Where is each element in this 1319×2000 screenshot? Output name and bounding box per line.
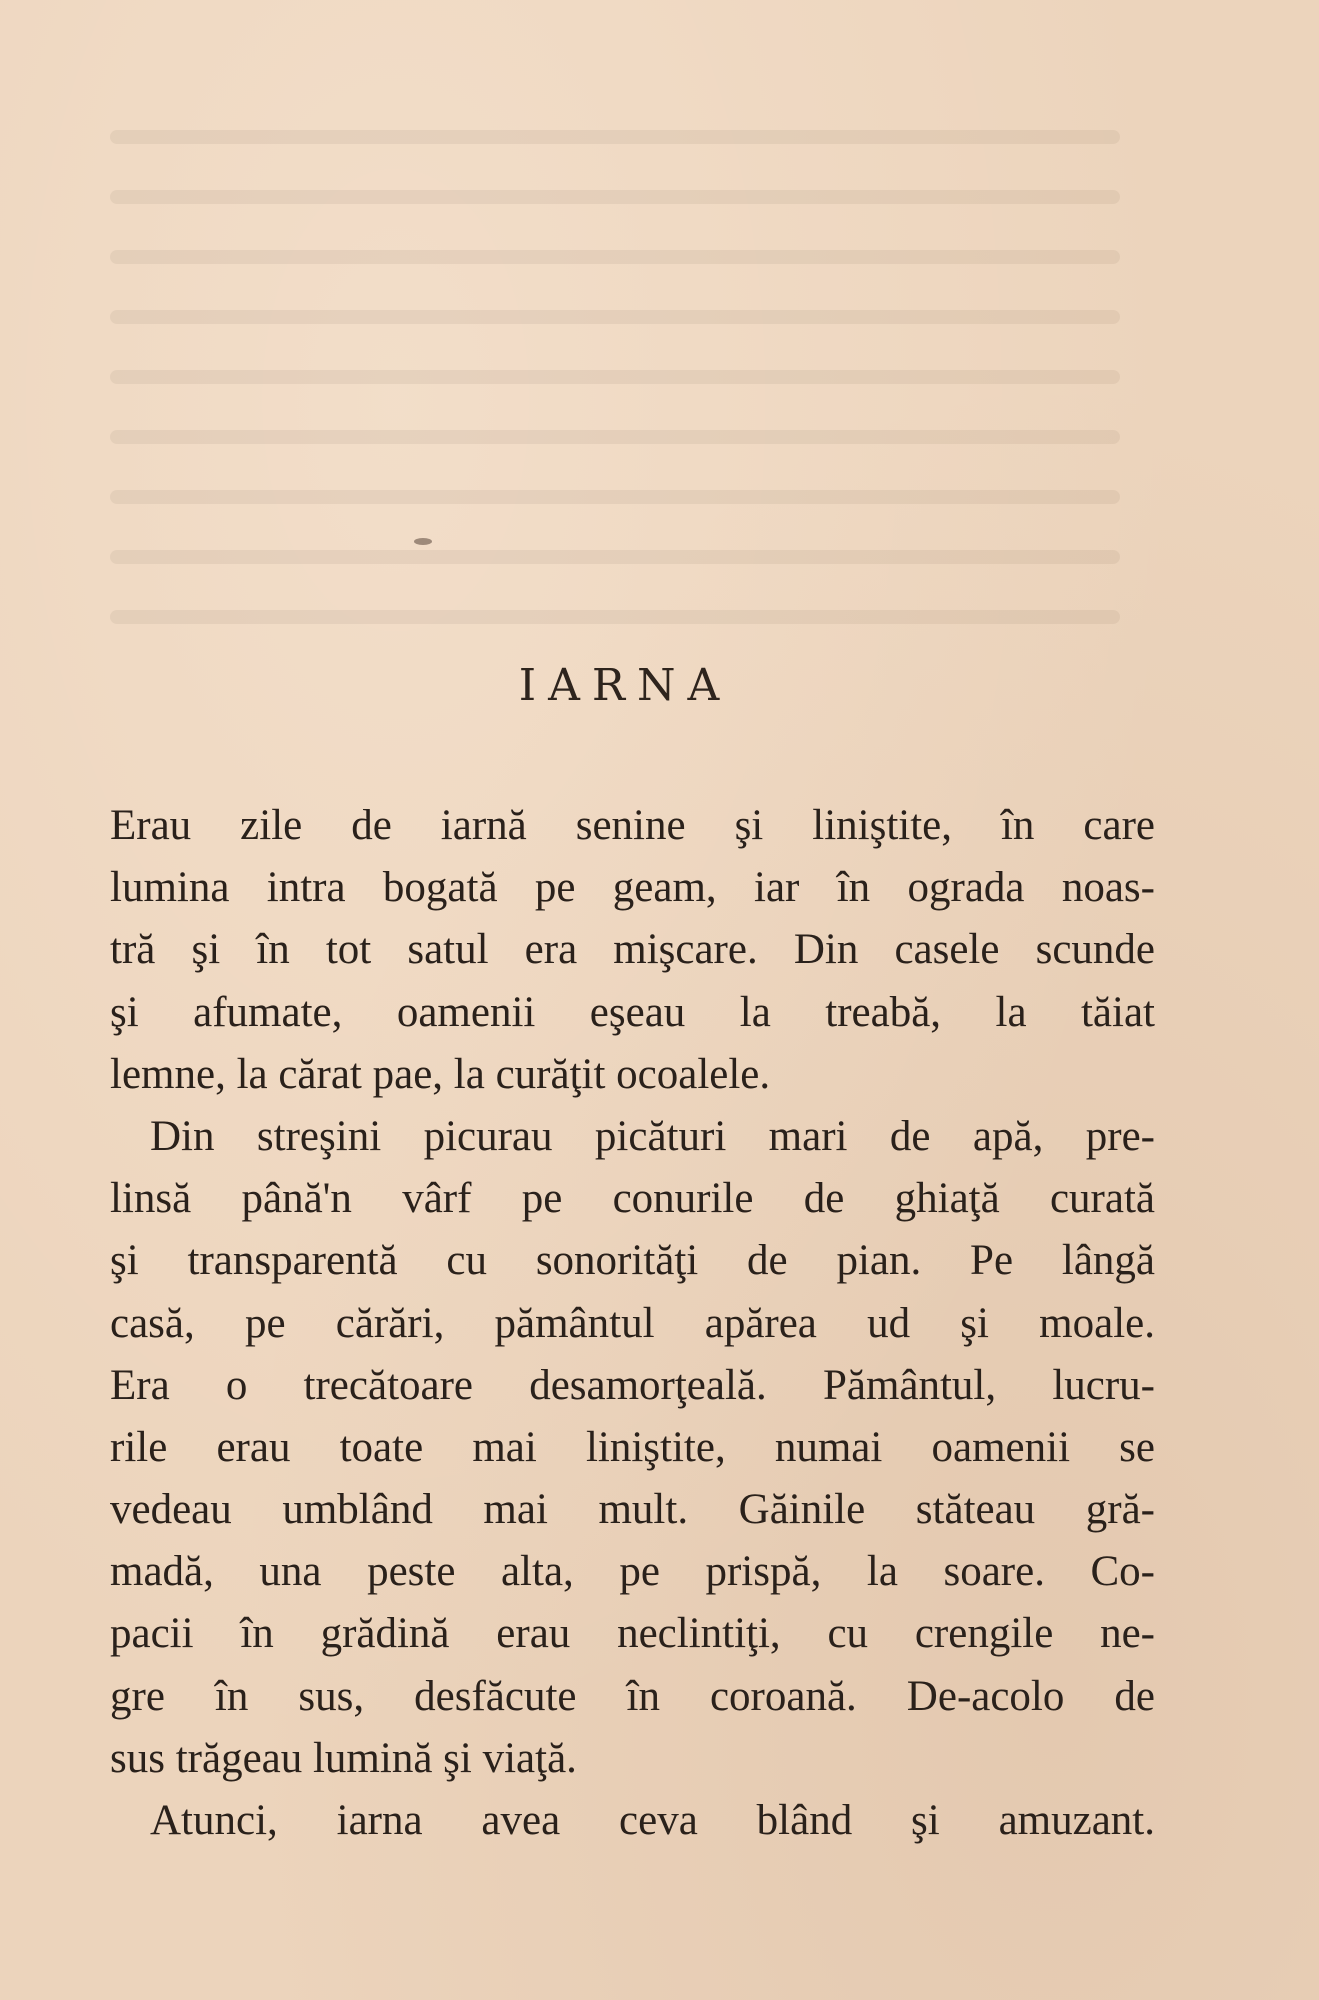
ink-speck — [414, 538, 432, 545]
bleed-through-texture — [110, 130, 1120, 650]
text-line: lumina intra bogată pe geam, iar în ograda noas- — [110, 864, 1155, 912]
text-line: vedeau umblând mai mult. Găinile stăteau gră- — [110, 1486, 1155, 1534]
text-line: Era o trecătoare desamorţeală. Pământul, lucru- — [110, 1361, 1155, 1409]
text-line: şi transparentă cu sonorităţi de pian. Pe lângă — [110, 1237, 1155, 1285]
text-line: gre în sus, desfăcute în coroană. De-acolo de — [110, 1672, 1155, 1720]
text-line: pacii în grădină erau neclintiţi, cu crengile ne- — [110, 1610, 1155, 1658]
text-line: linsă până'n vârf pe conurile de ghiaţă curată — [110, 1175, 1155, 1223]
text-line: Atunci, iarna avea ceva blând şi amuzant. — [150, 1797, 1155, 1844]
body-text — [110, 795, 1155, 1852]
text-line: lemne, la cărat pae, la curăţit ocoalele. — [110, 1050, 771, 1098]
text-line: şi afumate, oamenii eşeau la treabă, la tăiat — [110, 988, 1155, 1036]
text-line: madă, una peste alta, pe prispă, la soare. Co- — [110, 1548, 1155, 1596]
text-line: Din streşini picurau picături mari de apă, pre- — [150, 1112, 1155, 1160]
text-line: sus trăgeau lumină şi viaţă. — [110, 1734, 577, 1782]
text-line: Erau zile de iarnă senine şi liniştite, în care — [110, 802, 1155, 849]
text-line: casă, pe cărări, pământul apărea ud şi moale. — [110, 1299, 1155, 1347]
chapter-title: IARNA — [518, 660, 732, 711]
text-line: rile erau toate mai liniştite, numai oamenii se — [110, 1423, 1155, 1471]
text-line: tră şi în tot satul era mişcare. Din casele scunde — [110, 926, 1155, 974]
